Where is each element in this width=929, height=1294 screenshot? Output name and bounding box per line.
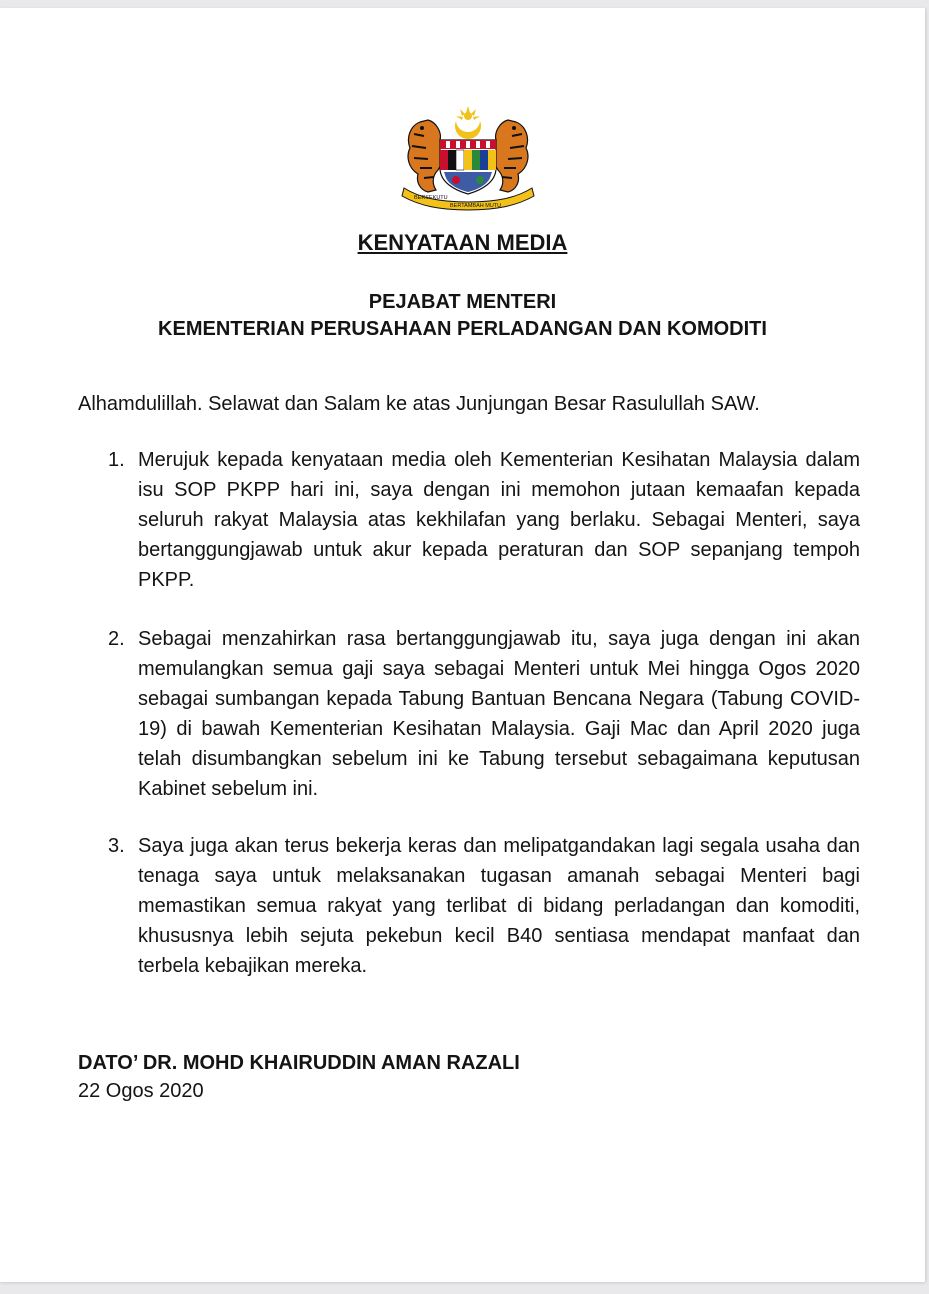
ministry-title: KEMENTERIAN PERUSAHAAN PERLADANGAN DAN KOMODITI — [158, 318, 767, 340]
greeting-text: Alhamdulillah. Selawat dan Salam ke atas Junjungan Besar Rasulullah SAW. — [78, 393, 760, 415]
coat-of-arms-icon — [400, 104, 536, 212]
item-number: 1. — [108, 449, 125, 471]
shield-icon — [440, 140, 496, 194]
item-number: 3. — [108, 835, 125, 857]
motto-right-text: BERTAMBAH MUTU — [450, 203, 502, 209]
statement-item — [78, 445, 860, 595]
statement-item — [78, 831, 860, 981]
item-text: Saya juga akan terus bekerja keras dan melipatgandakan lagi segala usaha dan tenaga saya untuk melaksanakan tugasan amanah sebagai Menteri bagi memastikan semua rakyat yang terlibat di bidang perladangan dan komoditi, khususnya lebih sejuta pekebun kecil B40 sentiasa mendapat manfaat dan terbela kebajikan mereka. — [138, 835, 860, 977]
motto-left-text: BERSEKUTU — [414, 195, 448, 201]
statement-item — [78, 624, 860, 804]
signatory-name: DATO’ DR. MOHD KHAIRUDDIN AMAN RAZALI — [78, 1052, 520, 1074]
item-number: 2. — [108, 628, 125, 650]
item-text: Merujuk kepada kenyataan media oleh Kementerian Kesihatan Malaysia dalam isu SOP PKPP hari ini, saya dengan ini memohon jutaan kemaafan kepada seluruh rakyat Malaysia atas kekhilafan yang berlaku. Sebagai Menteri, saya bertanggungjawab untuk akur kepada peraturan dan SOP sepanjang tempoh PKPP. — [138, 449, 860, 591]
office-title: PEJABAT MENTERI — [368, 291, 557, 313]
crescent-star-icon — [455, 106, 481, 139]
item-text: Sebagai menzahirkan rasa bertanggungjawab itu, saya juga dengan ini akan memulangkan semua gaji saya sebagai Menteri untuk Mei hingga Ogos 2020 sebagai sumbangan kepada Tabung Bantuan Bencana Negara (Tabung COVID-19) di bawah Kementerian Kesihatan Malaysia. Gaji Mac dan April 2020 juga telah disumbangkan sebelum ini ke Tabung tersebut sebagaimana keputusan Kabinet sebelum ini. — [138, 628, 860, 800]
document-page — [0, 8, 926, 1282]
right-tiger-icon — [493, 120, 528, 192]
document-heading: KENYATAAN MEDIA — [357, 230, 568, 255]
left-tiger-icon — [408, 120, 443, 192]
statement-date: 22 Ogos 2020 — [78, 1080, 204, 1102]
